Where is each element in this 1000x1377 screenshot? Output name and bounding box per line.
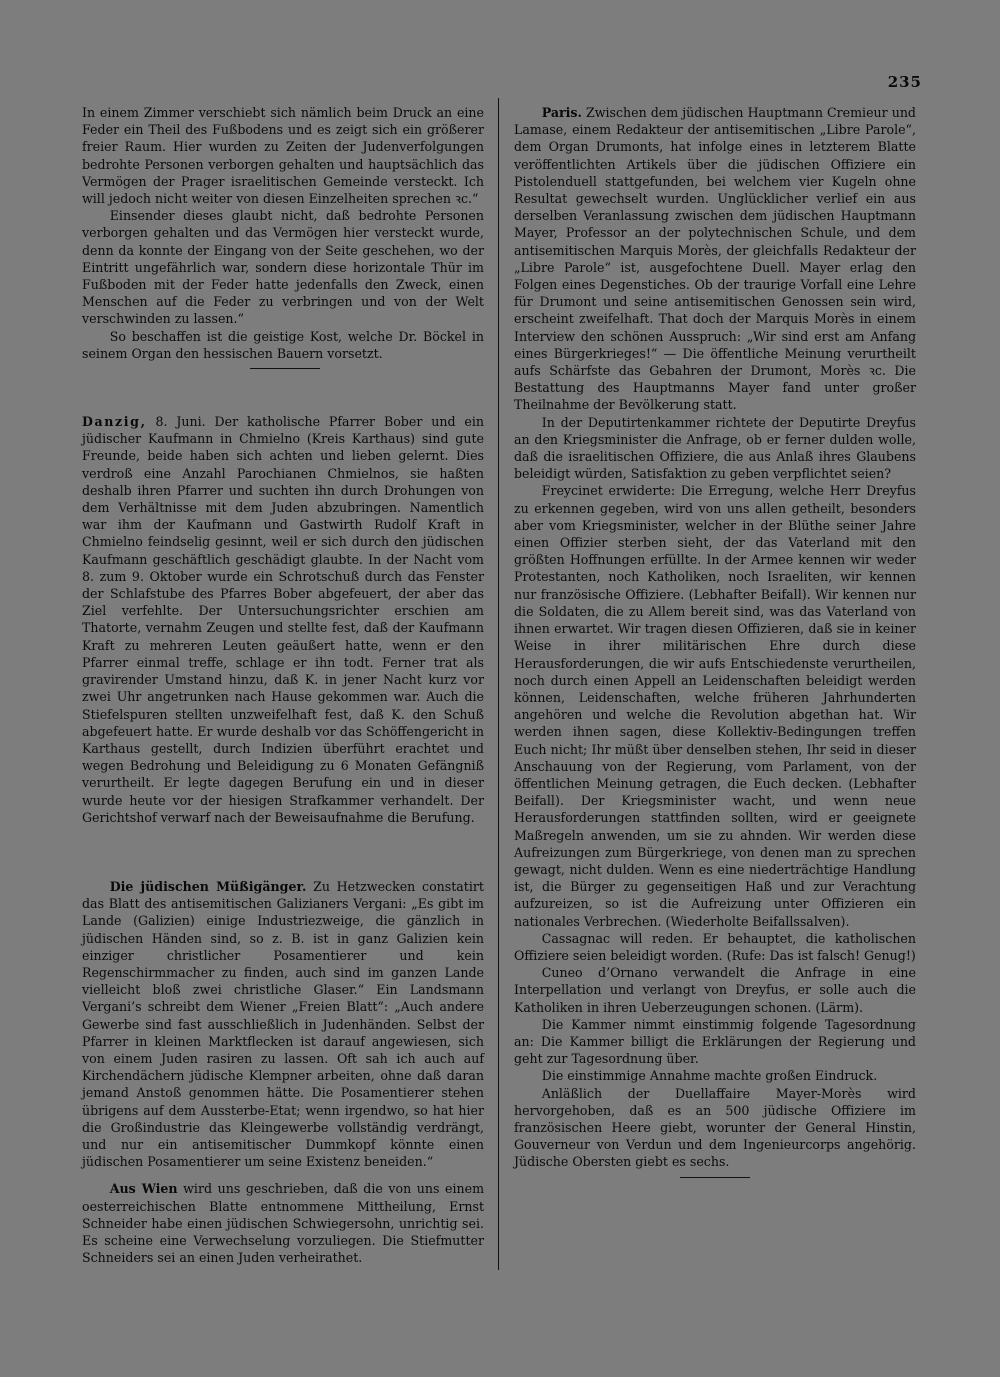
column-rule	[498, 98, 499, 1270]
article-muessiggaenger: Die jüdischen Müßigänger. Zu Hetzwecken constatirt das Blatt des antisemitischen Galizianers Vergani: „Es gibt im Lande (Galizien) einige Industriezweige, die gänzlich in jüdischen Händen sind, so z. B. ist in ganz Galizien kein einziger christlicher Posamentierer und kein Regenschirmmacher zu finden, auch sind im ganzen Lande vielleicht bloß zwei christliche Glaser.“ Ein Landsmann Vergani’s schreibt dem Wiener „Freien Blatt“: „Auch andere Gewerbe sind fast ausschließlich in Judenhänden. Selbst der Pfarrer in kleinen Marktflecken ist darauf angewiesen, sich von einem Juden rasiren zu lassen. Oft sah ich auch auf Kirchendächern jüdische Klempner arbeiten, ohne daß daran jemand Anstoß genommen hätte. Die Posamentierer stehen übrigens auf dem Aussterbe-Etat; wenn irgendwo, so hat hier die Großindustrie das Kleingewerbe vollständig verdrängt, und nur ein antisemitischer Dummkopf könnte einen jüdischen Posamentierer um seine Existenz beneiden.“	[82, 878, 484, 1170]
page-number: 235	[887, 73, 922, 91]
section-divider	[250, 368, 320, 369]
article-danzig: Danzig, 8. Juni. Der katholische Pfarrer Bober und ein jüdischer Kaufmann in Chmielno (Kreis Karthaus) sind gute Freunde, beide haben sich achten und lieben gelernt. Dies verdroß eine Anzahl Parochianen Chmielnos, sie haßten deshalb ihren Pfarrer und suchten ihn durch Drohungen von dem Verhältnisse mit dem Juden abzubringen. Namentlich war ihm der Kaufmann und Gastwirth Rudolf Kraft in Chmielno feindselig gesinnt, weil er sich durch den jüdischen Kaufmann geschäftlich geschädigt glaubte. In der Nacht vom 8. zum 9. Oktober wurde ein Schrotschuß durch das Fenster der Schlafstube des Pfarres Bober abgefeuert, der aber das Ziel verfehlte. Der Untersuchungsrichter erschien am Thatorte, vernahm Zeugen und stellte fest, daß der Kaufmann Kraft zu mehreren Leuten geäußert hatte, wenn er den Pfarrer einmal treffe, schlage er ihn todt. Ferner trat als gravirender Umstand hinzu, daß K. in jener Nacht kurz vor zwei Uhr angetrunken nach Hause gekommen war. Auch die Stiefelspuren stellten unzweifelhaft fest, daß K. den Schuß abgefeuert hatte. Er wurde deshalb vor das Schöffengericht in Karthaus gestellt, durch Indizien überführt erachtet und wegen Bedrohung und Beleidigung zu 6 Monaten Gefängniß verurtheilt. Er legte dagegen Berufung ein und in dieser wurde heute vor der hiesigen Strafkammer verhandelt. Der Gerichtshof verwarf nach der Beweisaufnahme die Berufung.	[82, 414, 484, 825]
paragraph-continuation: In einem Zimmer verschiebt sich nämlich beim Druck an eine Feder ein Theil des Fußbodens und es zeigt sich ein größerer freier Raum. Hier wurden zu Zeiten der Judenverfolgungen bedrohte Personen verborgen gehalten und hauptsächlich das Vermögen der Prager israelitischen Gemeinde versteckt. Ich will jedoch nicht weiter von diesen Einzelheiten sprechen ꝛc.“	[82, 105, 484, 207]
article-paris: Paris. Zwischen dem jüdischen Hauptmann Cremieur und Lamase, einem Redakteur der antisemitischen „Libre Parole“, dem Organ Drumonts, hat infolge eines in letzterem Blatte veröffentlichten Artikels über die jüdischen Offiziere ein Pistolenduell stattgefunden, bei welchem vier Kugeln ohne Resultat gewechselt wurden. Unglücklicher verlief ein aus derselben Veranlassung zwischen dem jüdischen Hauptmann Mayer, Professor an der polytechnischen Schule, und dem antisemitischen Marquis Morès, der gleichfalls Redakteur der „Libre Parole“ ist, ausgefochtene Duell. Mayer erlag den Folgen eines Degenstiches. Ob der traurige Vorfall eine Lehre für Drumont und seine antisemitischen Genossen sein wird, erscheint zweifelhaft. That doch der Marquis Morès in einem Interview den schönen Ausspruch: „Wir sind erst am Anfang eines Bürgerkrieges!“ — Die öffentliche Meinung verurtheilt aufs Schärfste das Gebahren der Drumont, Morès ꝛc. Die Bestattung des Hauptmanns Mayer fand unter großer Theilnahme der Bevölkerung statt.	[514, 105, 916, 413]
paragraph-tagesordnung: Die Kammer nimmt einstimmig folgende Tagesordnung an: Die Kammer billigt die Erklärungen der Regierung und geht zur Tagesordnung über.	[514, 1016, 916, 1067]
article-lead: Die jüdischen Müßigänger.	[109, 878, 307, 894]
paragraph-cassagnac: Cassagnac will reden. Er behauptet, die katholischen Offiziere seien beleidigt worden. (Rufe: Das ist falsch! Genug!)	[514, 930, 916, 963]
article-lead: Danzig,	[82, 414, 147, 430]
paragraph-boeckel: So beschaffen ist die geistige Kost, welche Dr. Böckel in seinem Organ den hessischen Bauern vorsetzt.	[82, 328, 484, 361]
paragraph-einsender: Einsender dieses glaubt nicht, daß bedrohte Personen verborgen gehalten und das Vermögen hier versteckt wurde, denn da konnte der Eingang von der Seite geschehen, wo der Eintritt ungefährlich war, sondern diese horizontale Thür im Fußboden mit der Feder hatte jedenfalls den Zweck, einen Menschen auf die Feder zu verbringen und von der Welt verschwinden zu lassen.“	[82, 208, 484, 327]
paragraph-kammer: In der Deputirtenkammer richtete der Deputirte Dreyfus an den Kriegsminister die Anfrage, ob er ferner dulden wolle, daß die israelitischen Offiziere, die aus Anlaß ihres Glaubens beleidigt würden, Satisfaktion zu geben verpflichtet seien?	[514, 414, 916, 482]
paragraph-freycinet: Freycinet erwiderte: Die Erregung, welche Herr Dreyfus zu erkennen gegeben, wird von uns allen getheilt, besonders aber vom Kriegsminister, welcher in der Blüthe seiner Jahre einen Offizier sterben sieht, der das Vaterland mit den größten Hoffnungen erfüllte. In der Armee kennen wir weder Protestanten, noch Katholiken, noch Israeliten, wir kennen nur französische Offiziere. (Lebhafter Beifall). Wir kennen nur die Soldaten, die zu Allem bereit sind, was das Vaterland von ihnen erwartet. Wir tragen diesen Offizieren, daß sie in keiner Weise in ihrer militärischen Ehre durch diese Herausforderungen, die wir aufs Entschiedenste verurtheilen, noch durch einen Appell an Leidenschaften beleidigt werden können, Leidenschaften, welche früheren Jahrhunderten angehören und welche die Revolution abgethan hat. Wir werden ihnen sagen, diese Kollektiv-Bedingungen treffen Euch nicht; Ihr müßt über denselben stehen, Ihr seid in dieser Anschauung von der Regierung, vom Parlament, von der öffentlichen Meinung getragen, die Euch decken. (Lebhafter Beifall). Der Kriegsminister wacht, und wenn neue Herausforderungen stattfinden sollten, wird er geeignete Maßregeln anwenden, um sie zu ahnden. Wir werden diese Aufreizungen zum Bürgerkriege, von denen man zu sprechen gewagt, nicht dulden. Wenn es eine niederträchtige Handlung ist, die Bürger zu gegenseitigen Haß und zur Verachtung aufzureizen, so ist die Aufreizung unter Offizieren ein nationales Verbrechen. (Wiederholte Beifallssalven).	[514, 483, 916, 929]
end-divider	[680, 1177, 750, 1178]
article-lead: Paris.	[541, 105, 582, 120]
article-wien: Aus Wien wird uns geschrieben, daß die von uns einem oesterreichischen Blatte entnommene Mittheilung, Ernst Schneider habe einen jüdischen Schwiegersohn, unrichtig sei. Es scheine eine Verwechselung vorzuliegen. Die Stiefmutter Schneiders sei an einen Juden verheirathet.	[82, 1181, 485, 1266]
right-column	[514, 104, 916, 1178]
left-column	[82, 104, 484, 1266]
paragraph-eindruck: Die einstimmige Annahme machte großen Eindruck.	[541, 1068, 878, 1084]
paragraph-duellaffaire: Anläßlich der Duellaffaire Mayer-Morès wird hervorgehoben, daß es an 500 jüdische Offiziere im französischen Heere giebt, worunter der General Hinstin, Gouverneur von Verdun und dem Ingenieurcorps angehörig. Jüdische Obersten giebt es sechs.	[514, 1085, 916, 1170]
article-lead: Aus Wien	[109, 1181, 178, 1197]
paragraph-cuneo: Cuneo d’Ornano verwandelt die Anfrage in eine Interpellation und verlangt von Dreyfus, er solle auch die Katholiken in ihren Ueberzeugungen schonen. (Lärm).	[514, 965, 916, 1015]
